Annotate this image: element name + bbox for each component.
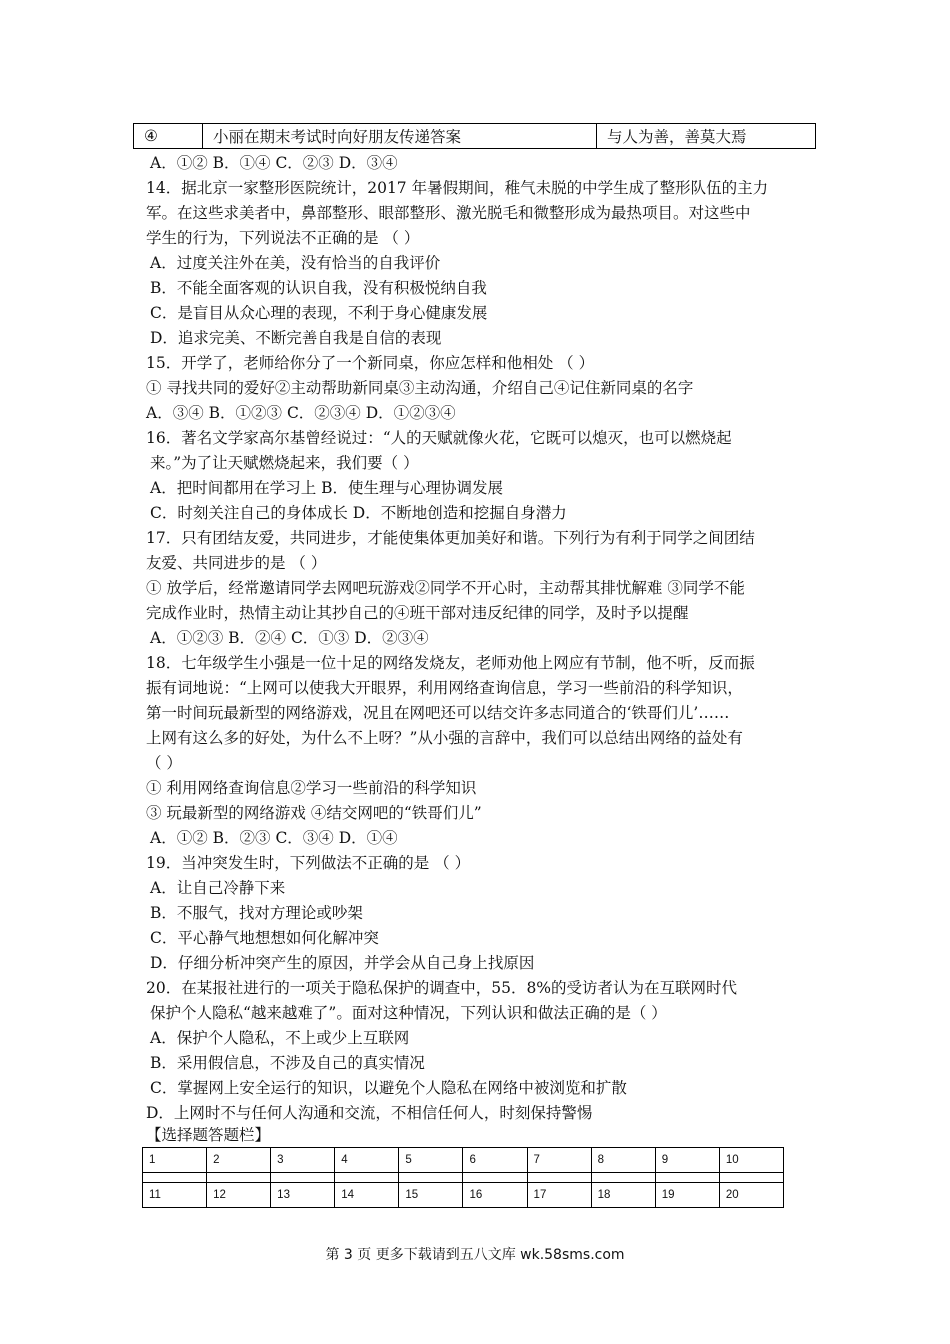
answer-number-cell: 14 xyxy=(335,1183,399,1208)
text-line: 学生的行为，下列说法不正确的是 （ ） xyxy=(146,229,420,247)
answer-input-cell[interactable] xyxy=(719,1173,783,1183)
text-line: 友爱、共同进步的是 （ ） xyxy=(146,554,327,572)
text-line: C．时刻关注自己的身体成长 D．不断地创造和挖掘自身潜力 xyxy=(150,504,567,522)
text-line: 保护个人隐私“越来越难了”。面对这种情况，下列认识和做法正确的是（ ） xyxy=(150,1004,667,1022)
answer-input-cell[interactable] xyxy=(463,1173,527,1183)
text-line: ③ 玩最新型的网络游戏 ④结交网吧的“铁哥们儿” xyxy=(146,804,482,822)
answer-number-cell: 18 xyxy=(591,1183,655,1208)
answer-number-cell: 9 xyxy=(655,1148,719,1173)
text-line: 16．著名文学家高尔基曾经说过：“人的天赋就像火花，它既可以熄灭，也可以燃烧起 xyxy=(146,429,732,447)
answer-number-cell: 11 xyxy=(143,1183,207,1208)
table-row xyxy=(134,124,816,149)
answer-number-cell: 13 xyxy=(271,1183,335,1208)
text-line: A．过度关注外在美，没有恰当的自我评价 xyxy=(150,254,441,272)
text-line: A．把时间都用在学习上 B．使生理与心理协调发展 xyxy=(150,479,504,497)
answer-blank-row xyxy=(143,1173,784,1183)
row-number: ④ xyxy=(134,124,203,149)
text-line: D．上网时不与任何人沟通和交流，不相信任何人，时刻保持警惕 xyxy=(146,1104,593,1122)
text-line: ① 利用网络查询信息②学习一些前沿的科学知识 xyxy=(146,779,477,797)
principle-cell: 与人为善，善莫大焉 xyxy=(597,124,816,149)
text-line: B．不服气，找对方理论或吵架 xyxy=(150,904,363,922)
text-line: 上网有这么多的好处，为什么不上呀？”从小强的言辞中，我们可以总结出网络的益处有 xyxy=(146,729,743,747)
text-line: 15．开学了，老师给你分了一个新同桌，你应怎样和他相处 （ ） xyxy=(146,354,595,372)
answer-input-cell[interactable] xyxy=(271,1173,335,1183)
answer-number-cell: 12 xyxy=(207,1183,271,1208)
text-line: （ ） xyxy=(146,754,182,772)
text-line: 振有词地说：“上网可以使我大开眼界，利用网络查询信息，学习一些前沿的科学知识， xyxy=(146,679,743,697)
answer-number-cell: 19 xyxy=(655,1183,719,1208)
previous-question-table xyxy=(133,123,816,149)
answer-number-cell: 5 xyxy=(399,1148,463,1173)
text-line: A．让自己冷静下来 xyxy=(150,879,286,897)
text-line: B．采用假信息，不涉及自己的真实情况 xyxy=(150,1054,425,1072)
answer-number-row xyxy=(143,1148,784,1173)
text-line: 军。在这些求美者中，鼻部整形、眼部整形、激光脱毛和微整形成为最热项目。对这些中 xyxy=(146,204,751,222)
answer-number-cell: 6 xyxy=(463,1148,527,1173)
text-line: A．保护个人隐私，不上或少上互联网 xyxy=(150,1029,410,1047)
answer-number-cell: 1 xyxy=(143,1148,207,1173)
text-line: A．①②③ B．②④ C．①③ D．②③④ xyxy=(150,629,429,647)
text-line: 20．在某报社进行的一项关于隐私保护的调查中，55．8%的受访者认为在互联网时代 xyxy=(146,979,738,997)
answer-input-cell[interactable] xyxy=(143,1173,207,1183)
text-line: C．是盲目从众心理的表现，不利于身心健康发展 xyxy=(150,304,488,322)
text-line: 完成作业时，热情主动让其抄自己的④班干部对违反纪律的同学，及时予以提醒 xyxy=(146,604,689,622)
text-line: 第一时间玩最新型的网络游戏，况且在网吧还可以结交许多志同道合的‘铁哥们儿’…… xyxy=(146,704,730,722)
question-body xyxy=(146,151,810,1126)
behavior-cell: 小丽在期末考试时向好朋友传递答案 xyxy=(203,124,597,149)
answer-input-cell[interactable] xyxy=(527,1173,591,1183)
answer-grid xyxy=(142,1147,784,1208)
text-line: 14．据北京一家整形医院统计，2017 年暑假期间，稚气未脱的中学生成了整形队伍的主力 xyxy=(146,179,769,197)
answer-number-cell: 16 xyxy=(463,1183,527,1208)
answer-input-cell[interactable] xyxy=(335,1173,399,1183)
answer-input-cell[interactable] xyxy=(655,1173,719,1183)
text-line: 17．只有团结友爱，共同进步，才能使集体更加美好和谐。下列行为有利于同学之间团结 xyxy=(146,529,755,547)
answer-number-cell: 4 xyxy=(335,1148,399,1173)
text-line: 19．当冲突发生时，下列做法不正确的是 （ ） xyxy=(146,854,471,872)
answer-input-cell[interactable] xyxy=(399,1173,463,1183)
answer-input-cell[interactable] xyxy=(591,1173,655,1183)
answer-number-cell: 20 xyxy=(719,1183,783,1208)
page-footer: 第 3 页 更多下载请到五八文库 wk.58sms.com xyxy=(325,1247,625,1263)
answer-number-cell: 8 xyxy=(591,1148,655,1173)
text-line: C．平心静气地想想如何化解冲突 xyxy=(150,929,379,947)
answer-number-cell: 2 xyxy=(207,1148,271,1173)
answer-number-cell: 7 xyxy=(527,1148,591,1173)
text-line: D．仔细分析冲突产生的原因，并学会从自己身上找原因 xyxy=(150,954,535,972)
text-line: 来。”为了让天赋燃烧起来，我们要（ ） xyxy=(150,454,419,472)
answer-number-cell: 3 xyxy=(271,1148,335,1173)
text-line: A．①② B．②③ C．③④ D．①④ xyxy=(150,829,398,847)
text-line: A．③④ B．①②③ C．②③④ D．①②③④ xyxy=(146,404,456,422)
answer-number-cell: 15 xyxy=(399,1183,463,1208)
answer-input-cell[interactable] xyxy=(207,1173,271,1183)
answer-number-cell: 10 xyxy=(719,1148,783,1173)
answer-number-row xyxy=(143,1183,784,1208)
text-line: ① 放学后，经常邀请同学去网吧玩游戏②同学不开心时，主动帮其排忧解难 ③同学不能 xyxy=(146,579,745,597)
text-line: A．①② B．①④ C．②③ D．③④ xyxy=(150,154,398,172)
text-line: ① 寻找共同的爱好②主动帮助新同桌③主动沟通，介绍自己④记住新同桌的名字 xyxy=(146,379,694,397)
text-line: C．掌握网上安全运行的知识，以避免个人隐私在网络中被浏览和扩散 xyxy=(150,1079,627,1097)
text-line: 18．七年级学生小强是一位十足的网络发烧友，老师劝他上网应有节制，他不听，反而振 xyxy=(146,654,755,672)
answer-number-cell: 17 xyxy=(527,1183,591,1208)
answer-section-title: 【选择题答题栏】 xyxy=(146,1126,271,1144)
text-line: D．追求完美、不断完善自我是自信的表现 xyxy=(150,329,442,347)
text-line: B．不能全面客观的认识自我，没有积极悦纳自我 xyxy=(150,279,487,297)
